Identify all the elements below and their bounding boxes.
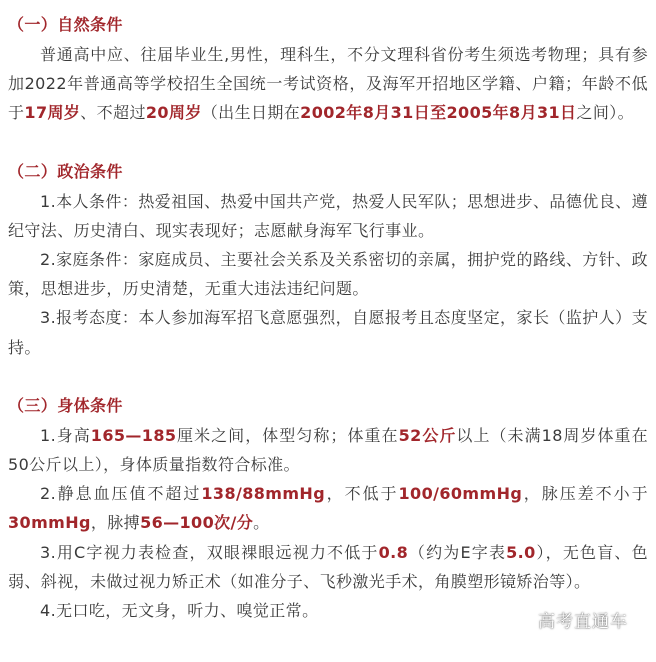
highlight-bp-max: 138/88mmHg: [201, 484, 326, 504]
section-gap: [8, 128, 648, 157]
paragraph: [8, 40, 648, 128]
highlight-age-min: 17周岁: [24, 103, 81, 123]
highlight-height-range: 165—185: [90, 425, 177, 445]
section-physical-conditions: [8, 391, 648, 625]
paragraph: [8, 303, 648, 361]
text-segment: ，脉搏: [90, 513, 141, 533]
text-segment: （约为E字表: [408, 542, 507, 562]
section-political-conditions: [8, 157, 648, 362]
paragraph: [8, 187, 648, 245]
text-segment: 3.用C字视力表检查，双眼裸眼远视力不低于: [40, 542, 379, 562]
highlight-pulse-pressure: 30mmHg: [8, 513, 91, 533]
section-title: （二）政治条件: [8, 161, 123, 181]
text-segment: 1.本人条件：热爱祖国、热爱中国共产党，热爱人民军队；思想进步、品德优良、遵纪守法、历史清白、现实表现好；志愿献身海军飞行事业。: [8, 191, 648, 240]
highlight-weight: 52公斤: [398, 425, 457, 445]
section-title: （一）自然条件: [8, 15, 123, 34]
section-gap: [8, 362, 648, 391]
highlight-birth-date-range: 2002年8月31日至2005年8月31日: [300, 103, 577, 123]
text-segment: 3.报考态度：本人参加海军招飞意愿强烈，自愿报考且态度坚定，家长（监护人）支持。: [8, 308, 648, 357]
document-body: [8, 10, 648, 625]
text-segment: 厘米之间，体型匀称；体重在: [176, 425, 399, 445]
text-segment: 2.静息血压值不超过: [40, 484, 202, 504]
text-segment: 4.无口吃，无文身，听力、嗅觉正常。: [40, 601, 319, 621]
text-segment: 以上（未满18周岁体重在50公斤以上），身体质量指数符合标准。: [8, 425, 648, 475]
highlight-vision-e: 5.0: [506, 542, 536, 562]
paragraph: [8, 245, 648, 303]
text-segment: ），无色盲、色弱、斜视，未做过视力矫正术（如准分子、飞秒激光手术，角膜塑形镜矫治等）。: [8, 542, 648, 591]
section-title: （三）身体条件: [8, 395, 123, 415]
highlight-bp-min: 100/60mmHg: [398, 484, 523, 504]
text-segment: ，不低于: [325, 484, 399, 504]
highlight-vision-c: 0.8: [378, 542, 409, 562]
paragraph: [8, 479, 648, 537]
text-segment: 1.身高: [40, 425, 91, 445]
watermark: 高考直通车: [538, 612, 628, 632]
text-segment: 。: [253, 513, 270, 533]
text-segment: （出生日期在: [201, 103, 301, 123]
section-natural-conditions: [8, 10, 648, 128]
text-segment: 之间）。: [576, 103, 635, 123]
paragraph: [8, 421, 648, 479]
highlight-pulse-rate: 56—100次/分: [140, 513, 254, 533]
text-segment: 普通高中应、往届毕业生,男性，理科生，不分文理科省份考生须选考物理；具有参加2022年普通高等学校招生全国统一考试资格，及海军开招地区学籍、户籍；年龄不低于: [8, 45, 648, 123]
text-segment: ，脉压差不小于: [522, 484, 648, 504]
text-segment: 、不超过: [80, 103, 146, 123]
paragraph: [8, 538, 648, 596]
text-segment: 2.家庭条件：家庭成员、主要社会关系及关系密切的亲属，拥护党的路线、方针、政策，思想进步，历史清楚，无重大违法违纪问题。: [8, 250, 648, 299]
highlight-age-max: 20周岁: [145, 103, 202, 123]
